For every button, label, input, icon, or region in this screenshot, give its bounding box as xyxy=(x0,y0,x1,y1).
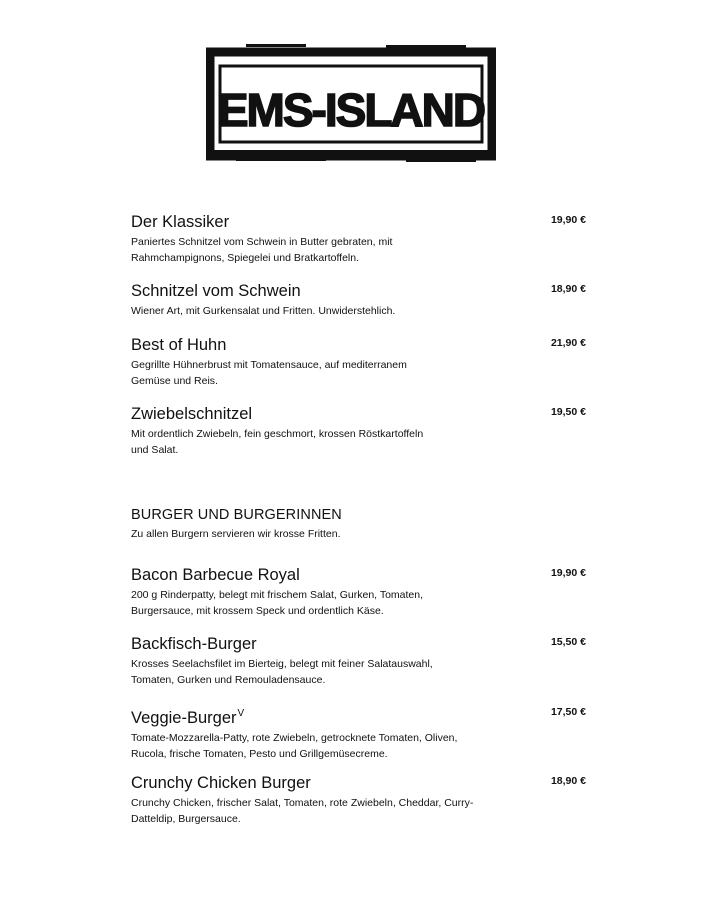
menu-item-name: Best of Huhn xyxy=(131,336,227,354)
menu-item-price: 18,90 € xyxy=(550,283,586,295)
desc-line: Datteldip, Burgersauce. xyxy=(131,813,241,825)
menu-item-name: Crunchy Chicken Burger xyxy=(131,774,311,792)
desc-line: Tomate-Mozzarella-Patty, rote Zwiebeln, getrocknete Tomaten, Oliven, xyxy=(131,732,458,744)
menu-item-description xyxy=(131,357,516,389)
menu-item-description xyxy=(131,303,516,319)
desc-line: Krosses Seelachsfilet im Bierteig, belegt mit feiner Salatauswahl, xyxy=(131,658,433,670)
desc-line: Tomaten, Gurken und Remouladensauce. xyxy=(131,674,326,686)
menu-item xyxy=(131,335,586,389)
desc-line: Paniertes Schnitzel vom Schwein in Butter gebraten, mit xyxy=(131,236,393,248)
section-title: BURGER UND BURGERINNEN xyxy=(131,507,342,523)
menu-item-price: 21,90 € xyxy=(550,337,586,349)
logo-stamp xyxy=(206,44,496,162)
menu-item-name: Backfisch-Burger xyxy=(131,635,257,653)
desc-line: Burgersauce, mit krossem Speck und ordentlich Käse. xyxy=(131,605,384,617)
menu-item xyxy=(131,212,586,266)
section-header-burger xyxy=(131,505,531,542)
menu-item xyxy=(131,404,586,458)
desc-line: 200 g Rinderpatty, belegt mit frischem Salat, Gurken, Tomaten, xyxy=(131,589,424,601)
menu-item-description xyxy=(131,656,516,688)
menu-item xyxy=(131,704,586,762)
menu-item xyxy=(131,634,586,688)
desc-line: Crunchy Chicken, frischer Salat, Tomaten, rote Zwiebeln, Cheddar, Curry- xyxy=(131,797,474,809)
desc-line: und Salat. xyxy=(131,444,179,456)
menu-item-description xyxy=(131,795,516,827)
menu-item-name: Zwiebelschnitzel xyxy=(131,405,253,423)
desc-line: Gegrillte Hühnerbrust mit Tomatensauce, auf mediterranem xyxy=(131,359,407,371)
desc-line: Rahmchampignons, Spiegelei und Bratkartoffeln. xyxy=(131,252,360,264)
logo-text: EMS-ISLAND xyxy=(217,84,485,136)
menu-item-description xyxy=(131,587,516,619)
menu-item-name: Schnitzel vom Schwein xyxy=(131,282,301,300)
desc-line: Rucola, frische Tomaten, Pesto und Grillgemüsecreme. xyxy=(131,748,388,760)
brand-logo xyxy=(206,44,496,162)
desc-line: Wiener Art, mit Gurkensalat und Fritten. Unwiderstehlich. xyxy=(131,305,396,317)
menu-item-price: 15,50 € xyxy=(550,636,586,648)
section-note: Zu allen Burgern servieren wir krosse Fritten. xyxy=(131,528,341,540)
menu-item-price: 17,50 € xyxy=(550,706,586,718)
menu-item-description xyxy=(131,426,516,458)
menu-item-price: 19,50 € xyxy=(550,406,586,418)
menu-item xyxy=(131,773,586,827)
menu-item-price: 19,90 € xyxy=(550,214,586,226)
menu-item xyxy=(131,565,586,619)
menu-item-description xyxy=(131,730,516,762)
menu-item-name: Bacon Barbecue Royal xyxy=(131,566,300,584)
desc-line: Gemüse und Reis. xyxy=(131,375,218,387)
menu-item-description xyxy=(131,234,516,266)
desc-line: Mit ordentlich Zwiebeln, fein geschmort, krossen Röstkartoffeln xyxy=(131,428,424,440)
vegetarian-badge: V xyxy=(237,708,245,719)
menu-item-price: 19,90 € xyxy=(550,567,586,579)
menu-item-price: 18,90 € xyxy=(550,775,586,787)
menu-item-name: Veggie-Burger xyxy=(131,709,237,727)
menu-item-name: Der Klassiker xyxy=(131,213,230,231)
menu-item xyxy=(131,281,586,319)
menu-item-name-wrapper xyxy=(131,704,586,728)
